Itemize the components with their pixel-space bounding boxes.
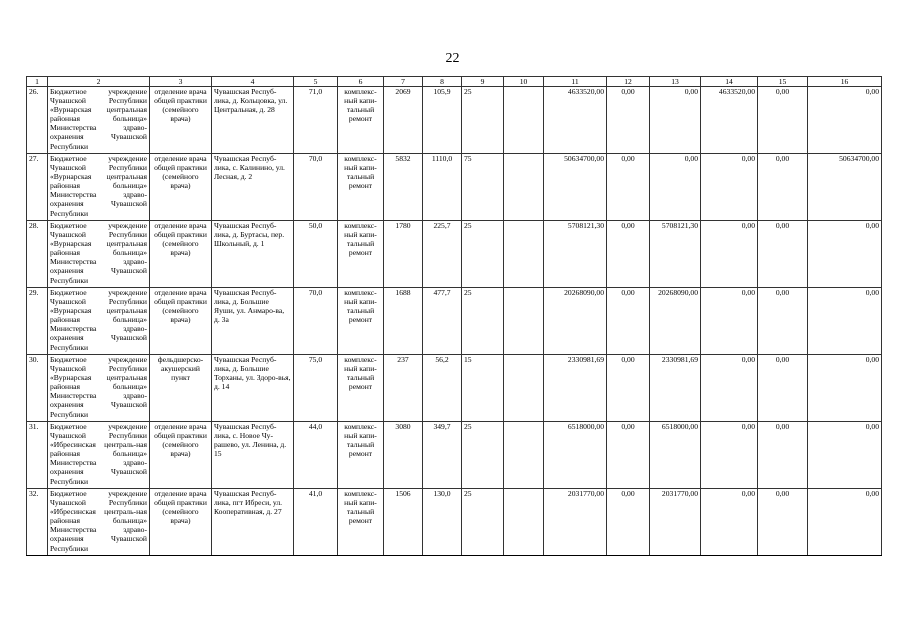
column-number-11: 11 bbox=[544, 77, 607, 87]
row-number: 27. bbox=[27, 154, 48, 221]
value-col-12: 0,00 bbox=[607, 154, 650, 221]
facility-address: Чувашская Респуб-лика, д. Кольцовка, ул. Центральная, д. 28 bbox=[212, 87, 294, 154]
total-cost: 2330981,69 bbox=[544, 355, 607, 422]
column-number-2: 2 bbox=[48, 77, 150, 87]
value-col-7: 5832 bbox=[384, 154, 423, 221]
wear-percent: 75,0 bbox=[294, 355, 338, 422]
value-col-13: 5708121,30 bbox=[650, 221, 701, 288]
value-col-7: 1506 bbox=[384, 489, 423, 556]
value-col-10 bbox=[504, 221, 544, 288]
total-cost: 5708121,30 bbox=[544, 221, 607, 288]
value-col-10 bbox=[504, 355, 544, 422]
institution-name: Бюджетное учреждение Чувашской Республики «Вурнарская центральная районная больница» Министерства здраво-охранения Чувашской Республики bbox=[48, 87, 150, 154]
value-col-10 bbox=[504, 489, 544, 556]
value-col-8: 477,7 bbox=[423, 288, 462, 355]
value-col-16: 0,00 bbox=[808, 422, 882, 489]
total-cost: 2031770,00 bbox=[544, 489, 607, 556]
work-type: комплекс-ный капи-тальный ремонт bbox=[338, 221, 384, 288]
table-row bbox=[27, 221, 882, 288]
column-number-16: 16 bbox=[808, 77, 882, 87]
column-number-6: 6 bbox=[338, 77, 384, 87]
value-col-12: 0,00 bbox=[607, 221, 650, 288]
column-number-14: 14 bbox=[701, 77, 758, 87]
value-col-12: 0,00 bbox=[607, 87, 650, 154]
value-col-13: 2330981,69 bbox=[650, 355, 701, 422]
value-col-16: 0,00 bbox=[808, 489, 882, 556]
value-col-8: 225,7 bbox=[423, 221, 462, 288]
column-number-5: 5 bbox=[294, 77, 338, 87]
value-col-12: 0,00 bbox=[607, 355, 650, 422]
value-col-14: 0,00 bbox=[701, 221, 758, 288]
value-col-15: 0,00 bbox=[758, 87, 808, 154]
value-col-9: 15 bbox=[462, 355, 504, 422]
institution-name: Бюджетное учреждение Чувашской Республики «Вурнарская центральная районная больница» Министерства здраво-охранения Чувашской Республики bbox=[48, 154, 150, 221]
value-col-9: 25 bbox=[462, 288, 504, 355]
facility-address: Чувашская Респуб-лика, д. Большие Торханы, ул. Здоро-вья, д. 14 bbox=[212, 355, 294, 422]
table-row bbox=[27, 489, 882, 556]
total-cost: 4633520,00 bbox=[544, 87, 607, 154]
value-col-8: 1110,0 bbox=[423, 154, 462, 221]
value-col-14: 0,00 bbox=[701, 154, 758, 221]
row-number: 32. bbox=[27, 489, 48, 556]
wear-percent: 44,0 bbox=[294, 422, 338, 489]
wear-percent: 71,0 bbox=[294, 87, 338, 154]
column-number-13: 13 bbox=[650, 77, 701, 87]
total-cost: 50634700,00 bbox=[544, 154, 607, 221]
table-row bbox=[27, 154, 882, 221]
row-number: 26. bbox=[27, 87, 48, 154]
work-type: комплекс-ный капи-тальный ремонт bbox=[338, 154, 384, 221]
value-col-14: 0,00 bbox=[701, 489, 758, 556]
facility-type: отделение врача общей практики (семейного врача) bbox=[150, 87, 212, 154]
value-col-13: 0,00 bbox=[650, 87, 701, 154]
value-col-13: 6518000,00 bbox=[650, 422, 701, 489]
facility-type: отделение врача общей практики (семейного врача) bbox=[150, 221, 212, 288]
value-col-15: 0,00 bbox=[758, 355, 808, 422]
column-number-12: 12 bbox=[607, 77, 650, 87]
value-col-16: 0,00 bbox=[808, 87, 882, 154]
value-col-14: 0,00 bbox=[701, 288, 758, 355]
institution-name: Бюджетное учреждение Чувашской Республики «Ибресинская централь-ная районная больница» Министерства здраво-охранения Чувашской Республики bbox=[48, 489, 150, 556]
facility-address: Чувашская Респуб-лика, с. Новое Чу-рашево, ул. Ленина, д. 15 bbox=[212, 422, 294, 489]
table-row bbox=[27, 288, 882, 355]
column-number-1: 1 bbox=[27, 77, 48, 87]
value-col-12: 0,00 bbox=[607, 288, 650, 355]
table-header-row bbox=[27, 77, 882, 87]
wear-percent: 70,0 bbox=[294, 154, 338, 221]
page-number: 22 bbox=[445, 51, 460, 66]
data-table bbox=[26, 76, 882, 556]
facility-type: отделение врача общей практики (семейного врача) bbox=[150, 422, 212, 489]
value-col-9: 25 bbox=[462, 489, 504, 556]
wear-percent: 50,0 bbox=[294, 221, 338, 288]
table-row bbox=[27, 87, 882, 154]
table-row bbox=[27, 355, 882, 422]
value-col-10 bbox=[504, 288, 544, 355]
column-number-15: 15 bbox=[758, 77, 808, 87]
row-number: 30. bbox=[27, 355, 48, 422]
value-col-7: 237 bbox=[384, 355, 423, 422]
value-col-15: 0,00 bbox=[758, 288, 808, 355]
value-col-7: 1780 bbox=[384, 221, 423, 288]
facility-address: Чувашская Респуб-лика, с. Калинино, ул. Лесная, д. 2 bbox=[212, 154, 294, 221]
institution-name: Бюджетное учреждение Чувашской Республики «Вурнарская центральная районная больница» Министерства здраво-охранения Чувашской Республики bbox=[48, 221, 150, 288]
value-col-16: 0,00 bbox=[808, 221, 882, 288]
value-col-7: 2069 bbox=[384, 87, 423, 154]
value-col-16: 0,00 bbox=[808, 288, 882, 355]
wear-percent: 70,0 bbox=[294, 288, 338, 355]
facility-address: Чувашская Респуб-лика, д. Буртасы, пер. Школьный, д. 1 bbox=[212, 221, 294, 288]
facility-type: отделение врача общей практики (семейного врача) bbox=[150, 154, 212, 221]
facility-address: Чувашская Респуб-лика, д. Большие Яуши, ул. Анмаро-ва, д. 3а bbox=[212, 288, 294, 355]
value-col-13: 0,00 bbox=[650, 154, 701, 221]
value-col-10 bbox=[504, 154, 544, 221]
value-col-13: 20268090,00 bbox=[650, 288, 701, 355]
value-col-14: 0,00 bbox=[701, 422, 758, 489]
institution-name: Бюджетное учреждение Чувашской Республики «Ибресинская централь-ная районная больница» Министерства здраво-охранения Чувашской Республики bbox=[48, 422, 150, 489]
column-number-9: 9 bbox=[462, 77, 504, 87]
work-type: комплекс-ный капи-тальный ремонт bbox=[338, 355, 384, 422]
value-col-16: 50634700,00 bbox=[808, 154, 882, 221]
column-number-8: 8 bbox=[423, 77, 462, 87]
value-col-16: 0,00 bbox=[808, 355, 882, 422]
work-type: комплекс-ный капи-тальный ремонт bbox=[338, 489, 384, 556]
value-col-12: 0,00 bbox=[607, 489, 650, 556]
column-number-10: 10 bbox=[504, 77, 544, 87]
value-col-14: 0,00 bbox=[701, 355, 758, 422]
row-number: 31. bbox=[27, 422, 48, 489]
facility-type: отделение врача общей практики (семейного врача) bbox=[150, 489, 212, 556]
table-row bbox=[27, 422, 882, 489]
value-col-8: 56,2 bbox=[423, 355, 462, 422]
value-col-8: 130,0 bbox=[423, 489, 462, 556]
total-cost: 20268090,00 bbox=[544, 288, 607, 355]
facility-type: фельдшерско-акушерский пункт bbox=[150, 355, 212, 422]
column-number-3: 3 bbox=[150, 77, 212, 87]
work-type: комплекс-ный капи-тальный ремонт bbox=[338, 87, 384, 154]
value-col-10 bbox=[504, 422, 544, 489]
value-col-9: 75 bbox=[462, 154, 504, 221]
facility-address: Чувашская Респуб-лика, пгт Ибреси, ул. Кооперативная, д. 27 bbox=[212, 489, 294, 556]
row-number: 28. bbox=[27, 221, 48, 288]
institution-name: Бюджетное учреждение Чувашской Республики «Вурнарская центральная районная больница» Министерства здраво-охранения Чувашской Республики bbox=[48, 355, 150, 422]
value-col-14: 4633520,00 bbox=[701, 87, 758, 154]
facility-type: отделение врача общей практики (семейного врача) bbox=[150, 288, 212, 355]
value-col-8: 105,9 bbox=[423, 87, 462, 154]
wear-percent: 41,0 bbox=[294, 489, 338, 556]
value-col-10 bbox=[504, 87, 544, 154]
column-number-7: 7 bbox=[384, 77, 423, 87]
institution-name: Бюджетное учреждение Чувашской Республики «Вурнарская центральная районная больница» Министерства здраво-охранения Чувашской Республики bbox=[48, 288, 150, 355]
value-col-9: 25 bbox=[462, 422, 504, 489]
work-type: комплекс-ный капи-тальный ремонт bbox=[338, 288, 384, 355]
value-col-7: 3080 bbox=[384, 422, 423, 489]
value-col-9: 25 bbox=[462, 87, 504, 154]
row-number: 29. bbox=[27, 288, 48, 355]
value-col-13: 2031770,00 bbox=[650, 489, 701, 556]
value-col-9: 25 bbox=[462, 221, 504, 288]
work-type: комплекс-ный капи-тальный ремонт bbox=[338, 422, 384, 489]
value-col-8: 349,7 bbox=[423, 422, 462, 489]
value-col-15: 0,00 bbox=[758, 489, 808, 556]
column-number-4: 4 bbox=[212, 77, 294, 87]
total-cost: 6518000,00 bbox=[544, 422, 607, 489]
value-col-12: 0,00 bbox=[607, 422, 650, 489]
value-col-7: 1688 bbox=[384, 288, 423, 355]
value-col-15: 0,00 bbox=[758, 221, 808, 288]
value-col-15: 0,00 bbox=[758, 422, 808, 489]
value-col-15: 0,00 bbox=[758, 154, 808, 221]
